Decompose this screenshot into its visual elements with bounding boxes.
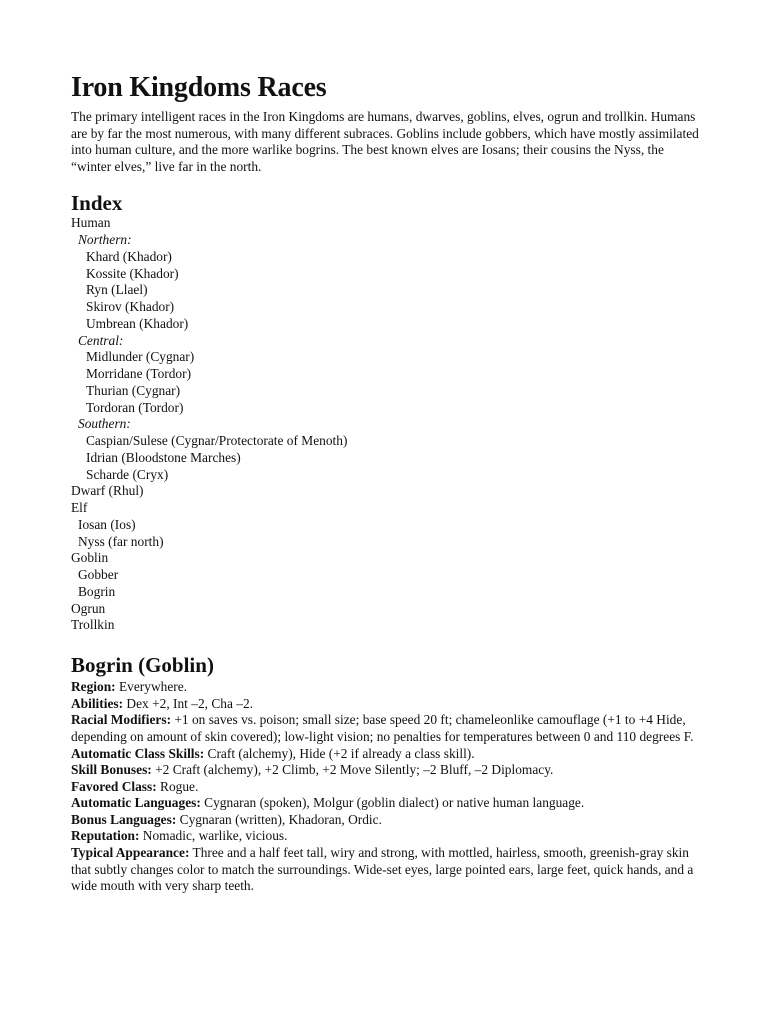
index-item: Human	[71, 215, 111, 231]
stat-label: Skill Bonuses:	[71, 762, 152, 778]
stat-line	[71, 795, 706, 812]
stat-line	[71, 679, 706, 696]
stat-line	[71, 696, 706, 713]
page-title: Iron Kingdoms Races	[71, 72, 327, 103]
index-item: Tordoran (Tordor)	[86, 399, 184, 415]
index-subgroup: Central:	[78, 332, 124, 348]
index-item: Elf	[71, 500, 88, 516]
stat-line	[71, 812, 706, 829]
stat-label: Racial Modifiers:	[71, 712, 172, 728]
stat-value: Craft (alchemy), Hide (+2 if already a class skill).	[204, 745, 475, 761]
stat-line	[71, 712, 706, 745]
index-item: Dwarf (Rhul)	[71, 483, 144, 499]
index-item: Ogrun	[71, 600, 106, 616]
stat-line	[71, 746, 706, 763]
index-item: Thurian (Cygnar)	[86, 382, 181, 398]
index-item: Ryn (Llael)	[86, 282, 148, 298]
index-item: Gobber	[78, 567, 119, 583]
index-item: Khard (Khador)	[86, 248, 172, 264]
race-heading: Bogrin (Goblin)	[71, 653, 214, 678]
race-stat-block	[71, 679, 706, 895]
index-item: Caspian/Sulese (Cygnar/Protectorate of Menoth)	[86, 433, 348, 449]
stat-value: Three and a half feet tall, wiry and strong, with mottled, hairless, smooth, greenish-gray skin that subtly changes color to match the surroundings. Wide-set eyes, large pointed ears, large feet, quick hands, and a wide mouth with very sharp teeth.	[71, 845, 694, 894]
index-item: Morridane (Tordor)	[86, 366, 192, 382]
index-item: Nyss (far north)	[78, 533, 164, 549]
stat-value: Cygnaran (spoken), Molgur (goblin dialect) or native human language.	[200, 795, 585, 811]
index-item: Scharde (Cryx)	[86, 466, 169, 482]
stat-label: Bonus Languages:	[71, 811, 177, 827]
stat-value: Nomadic, warlike, vicious.	[139, 828, 288, 844]
stat-label: Automatic Languages:	[71, 795, 201, 811]
index-item: Kossite (Khador)	[86, 265, 179, 281]
index-heading: Index	[71, 191, 123, 216]
stat-line	[71, 845, 706, 895]
stat-value: Dex +2, Int –2, Cha –2.	[123, 695, 253, 711]
index-item: Umbrean (Khador)	[86, 315, 189, 331]
stat-value: +2 Craft (alchemy), +2 Climb, +2 Move Silently; –2 Bluff, –2 Diplomacy.	[151, 762, 554, 778]
intro-paragraph: The primary intelligent races in the Iron Kingdoms are humans, dwarves, goblins, elves, ogrun and trollkin. Humans are by far the most numerous, with many different subraces. Goblins include gobbers, which have mostly assimilated into human culture, and the more warlike bogrins. The best known elves are Iosans; their cousins the Nyss, the “winter elves,” live far in the north.	[71, 109, 699, 174]
stat-line	[71, 779, 706, 796]
stat-value: Everywhere.	[115, 679, 188, 695]
stat-line	[71, 828, 706, 845]
index-item: Midlunder (Cygnar)	[86, 349, 195, 365]
stat-label: Abilities:	[71, 695, 124, 711]
index-item: Trollkin	[71, 617, 115, 633]
stat-label: Automatic Class Skills:	[71, 745, 205, 761]
index-item: Goblin	[71, 550, 109, 566]
stat-label: Region:	[71, 679, 116, 695]
index-item: Skirov (Khador)	[86, 299, 175, 315]
index-subgroup: Northern:	[78, 232, 132, 248]
stat-label: Reputation:	[71, 828, 140, 844]
stat-value: Cygnaran (written), Khadoran, Ordic.	[176, 811, 382, 827]
stat-label: Favored Class:	[71, 778, 157, 794]
stat-value: Rogue.	[156, 778, 199, 794]
index-subgroup: Southern:	[78, 416, 131, 432]
index-item: Idrian (Bloodstone Marches)	[86, 449, 241, 465]
index-item: Iosan (Ios)	[78, 516, 136, 532]
index-item: Bogrin	[78, 583, 116, 599]
stat-line	[71, 762, 706, 779]
index-list	[71, 215, 706, 634]
stat-value: +1 on saves vs. poison; small size; base speed 20 ft; chameleonlike camouflage (+1 to +4 Hide, depending on amount of skin covered); low-light vision; no penalties for temperatures between 0 and 110 degrees F.	[71, 712, 694, 744]
stat-label: Typical Appearance:	[71, 845, 190, 861]
